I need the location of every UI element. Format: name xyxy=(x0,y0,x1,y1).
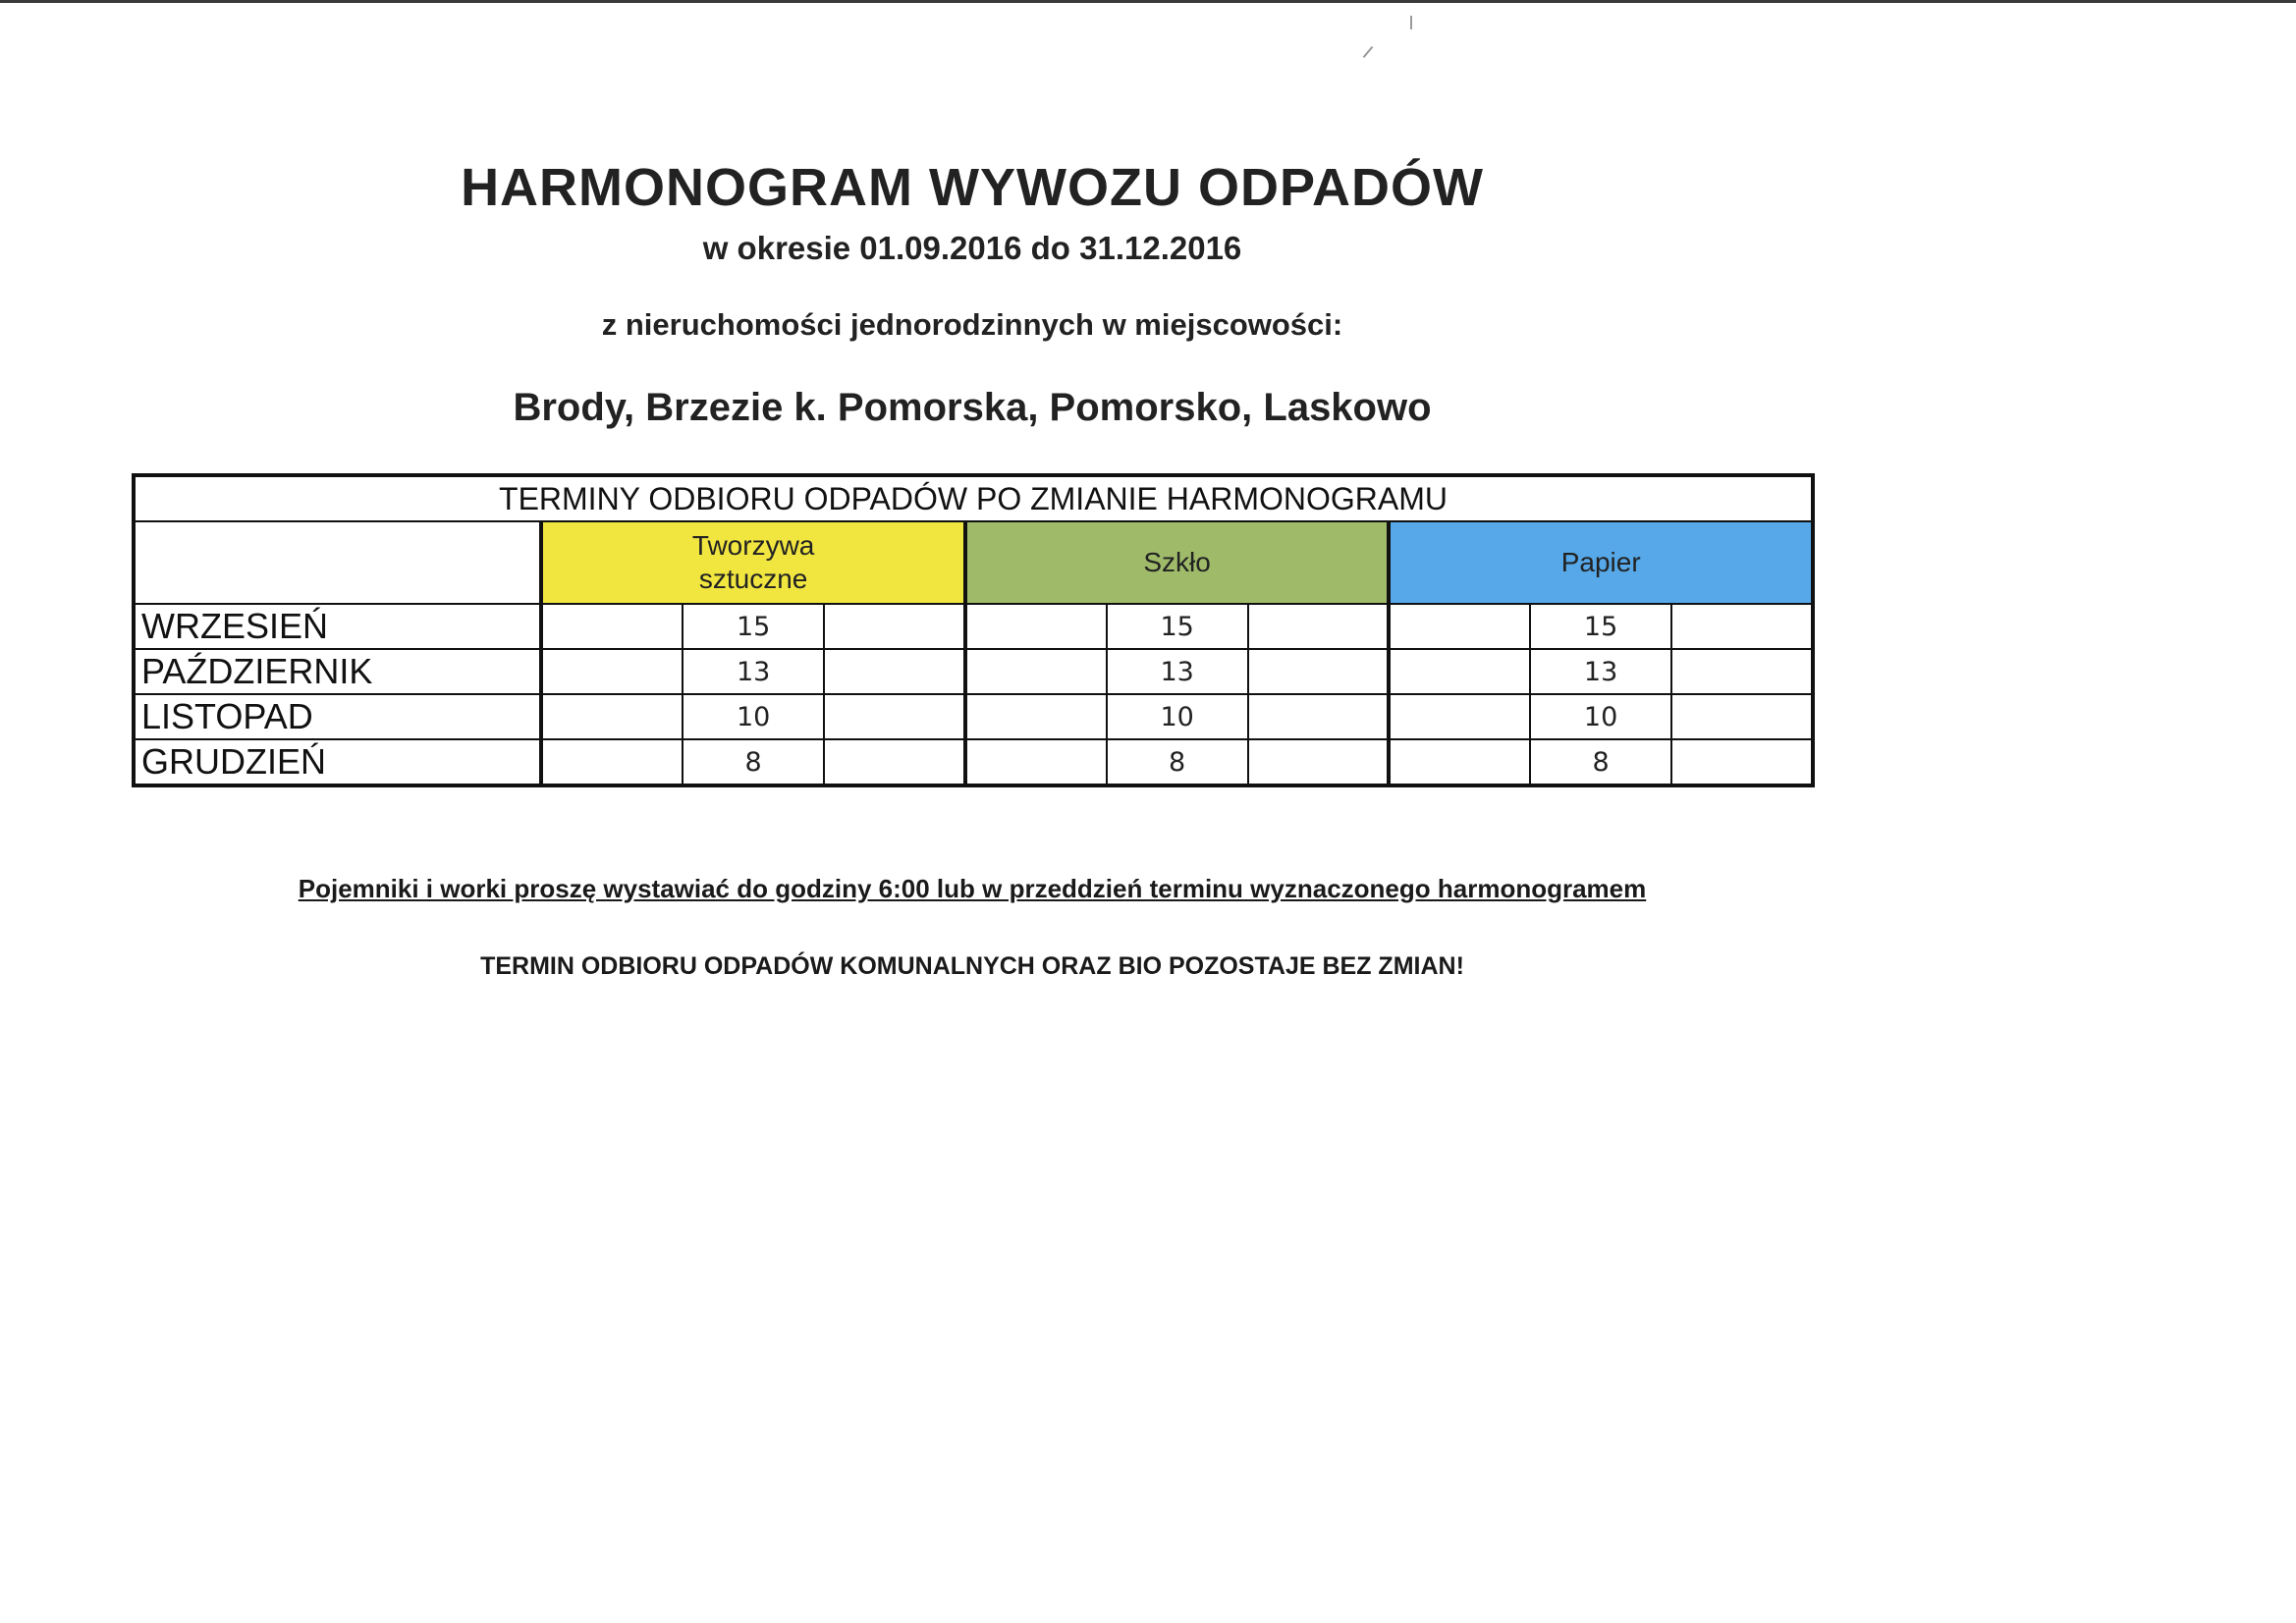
table-row xyxy=(134,604,1813,649)
plastic-date: 10 xyxy=(683,694,824,739)
month-label: PAŹDZIERNIK xyxy=(134,649,541,694)
empty-cell xyxy=(541,739,683,785)
category-header-row xyxy=(134,521,1813,604)
glass-date: 10 xyxy=(1107,694,1248,739)
plastic-date: 8 xyxy=(683,739,824,785)
empty-cell xyxy=(1671,739,1813,785)
empty-cell xyxy=(824,604,965,649)
empty-cell xyxy=(965,604,1107,649)
empty-cell xyxy=(1248,739,1390,785)
plastic-date: 15 xyxy=(683,604,824,649)
empty-cell xyxy=(824,739,965,785)
table-title-row xyxy=(134,475,1813,521)
glass-date: 8 xyxy=(1107,739,1248,785)
paper-date: 15 xyxy=(1530,604,1671,649)
month-label: LISTOPAD xyxy=(134,694,541,739)
document-period: w okresie 01.09.2016 do 31.12.2016 xyxy=(702,230,1242,266)
table-row xyxy=(134,649,1813,694)
empty-cell xyxy=(1671,604,1813,649)
empty-cell xyxy=(1671,694,1813,739)
empty-cell xyxy=(965,739,1107,785)
empty-header-cell xyxy=(134,521,541,604)
table-row xyxy=(134,739,1813,785)
plastic-date: 13 xyxy=(683,649,824,694)
scan-top-edge xyxy=(0,0,2296,3)
category-plastic-header: Tworzywa sztuczne xyxy=(541,521,964,604)
empty-cell xyxy=(965,649,1107,694)
empty-cell xyxy=(1389,739,1530,785)
document-scope: z nieruchomości jednorodzinnych w miejscowości: xyxy=(601,307,1343,342)
empty-cell xyxy=(824,649,965,694)
empty-cell xyxy=(1248,694,1390,739)
paper-date: 10 xyxy=(1530,694,1671,739)
empty-cell xyxy=(1671,649,1813,694)
empty-cell xyxy=(1248,604,1390,649)
glass-date: 15 xyxy=(1107,604,1248,649)
paper-date: 8 xyxy=(1530,739,1671,785)
table-row xyxy=(134,694,1813,739)
month-label: GRUDZIEŃ xyxy=(134,739,541,785)
table-title: TERMINY ODBIORU ODPADÓW PO ZMIANIE HARMONOGRAMU xyxy=(134,475,1813,521)
empty-cell xyxy=(541,649,683,694)
empty-cell xyxy=(541,694,683,739)
empty-cell xyxy=(1389,649,1530,694)
empty-cell xyxy=(824,694,965,739)
glass-date: 13 xyxy=(1107,649,1248,694)
document-places: Brody, Brzezie k. Pomorska, Pomorsko, Laskowo xyxy=(513,386,1432,429)
empty-cell xyxy=(541,604,683,649)
month-label: WRZESIEŃ xyxy=(134,604,541,649)
scan-mark xyxy=(1363,46,1374,58)
paper-date: 13 xyxy=(1530,649,1671,694)
empty-cell xyxy=(1389,694,1530,739)
document-title: HARMONOGRAM WYWOZU ODPADÓW xyxy=(461,158,1484,217)
schedule-table xyxy=(132,473,1815,787)
unchanged-notice: TERMIN ODBIORU ODPADÓW KOMUNALNYCH ORAZ BIO POZOSTAJE BEZ ZMIAN! xyxy=(480,952,1464,980)
containers-notice: Pojemniki i worki proszę wystawiać do godziny 6:00 lub w przeddzień terminu wyznaczonego harmonogramem xyxy=(298,874,1647,903)
category-paper-header: Papier xyxy=(1389,521,1813,604)
empty-cell xyxy=(1248,649,1390,694)
empty-cell xyxy=(1389,604,1530,649)
category-glass-header: Szkło xyxy=(965,521,1389,604)
empty-cell xyxy=(965,694,1107,739)
scan-mark xyxy=(1410,16,1412,29)
